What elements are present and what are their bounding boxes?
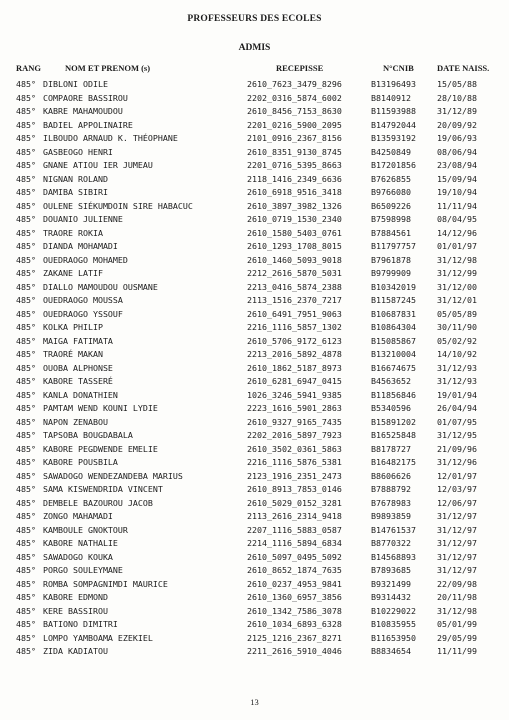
cnib-cell: B11797757	[371, 241, 416, 251]
receipt-cell: 2610_1360_6957_3856	[247, 592, 342, 602]
cnib-cell: B9314432	[371, 592, 411, 602]
name-cell: DIALLO MAMOUDOU OUSMANE	[43, 281, 158, 292]
receipt-cell: 2610_5706_9172_6123	[247, 335, 342, 346]
cnib-cell: B7888792	[371, 484, 411, 494]
receipt-cell: 2123_1916_2351_2473	[247, 470, 342, 481]
cnib-cell: B10687831	[371, 308, 416, 319]
birthdate-cell: 31/12/89	[437, 106, 477, 116]
name-cell: GASBEOGO HENRI	[43, 146, 113, 157]
cnib-cell: B11587245	[371, 295, 416, 305]
birthdate-cell: 31/12/93	[437, 376, 477, 386]
birthdate-cell: 31/12/96	[437, 457, 477, 467]
birthdate-cell: 26/04/94	[437, 403, 477, 413]
rank-cell: 485°	[16, 497, 36, 508]
rank-cell: 485°	[16, 160, 36, 170]
name-cell: SAMA KISWENDRIDA VINCENT	[43, 484, 163, 494]
name-cell: DAMIBA SIBIRI	[43, 187, 108, 197]
cnib-cell: B7884561	[371, 227, 411, 238]
receipt-cell: 2216_1116_5876_5381	[247, 457, 342, 467]
receipt-cell: 2202_2016_5897_7923	[247, 430, 342, 440]
name-cell: KAMBOULE GNOKTOUR	[43, 524, 128, 535]
cnib-cell: B14792044	[371, 119, 416, 130]
table-row	[0, 537, 509, 551]
cnib-cell: B9766080	[371, 187, 411, 197]
name-cell: OULENE SIÉKUMDOIN SIRE HABACUC	[43, 200, 193, 211]
name-cell: BATIONO DIMITRI	[43, 619, 118, 629]
cnib-cell: B9321499	[371, 578, 411, 589]
cnib-cell: B10835955	[371, 619, 416, 629]
table-row	[0, 105, 509, 119]
cnib-cell: B10864304	[371, 322, 416, 332]
birthdate-cell: 31/12/98	[437, 605, 477, 616]
rank-cell: 485°	[16, 619, 36, 629]
birthdate-cell: 20/11/98	[437, 592, 477, 602]
cnib-cell: B17201856	[371, 160, 416, 170]
cnib-cell: B8140912	[371, 92, 411, 103]
receipt-cell: 2610_7623_3479_8296	[247, 79, 342, 89]
rank-cell: 485°	[16, 551, 36, 562]
table-row	[0, 119, 509, 133]
cnib-cell: B13196493	[371, 79, 416, 89]
rank-cell: 485°	[16, 430, 36, 440]
receipt-cell: 2610_9327_9165_7435	[247, 416, 342, 427]
name-cell: OUEDRAOGO YSSOUF	[43, 308, 123, 319]
receipt-cell: 2610_8913_7853_0146	[247, 484, 342, 494]
table-row	[0, 578, 509, 592]
table-row	[0, 524, 509, 538]
rank-cell: 485°	[16, 308, 36, 319]
rank-cell: 485°	[16, 376, 36, 386]
rank-cell: 485°	[16, 416, 36, 427]
birthdate-cell: 19/06/93	[437, 133, 477, 143]
name-cell: KERE BASSIROU	[43, 605, 108, 616]
rank-cell: 485°	[16, 565, 36, 575]
birthdate-cell: 05/01/99	[437, 619, 477, 629]
receipt-cell: 2212_2616_5870_5031	[247, 268, 342, 278]
cnib-cell: B16482175	[371, 457, 416, 467]
birthdate-cell: 20/09/92	[437, 119, 477, 130]
name-cell: KANLA DONATHIEN	[43, 389, 118, 400]
birthdate-cell: 11/11/94	[437, 200, 477, 211]
name-cell: DEMBELE BAZOUROU JACOB	[43, 497, 153, 508]
table-row	[0, 470, 509, 484]
table-row	[0, 497, 509, 511]
receipt-cell: 2216_1116_5857_1302	[247, 322, 342, 332]
rank-cell: 485°	[16, 511, 36, 521]
birthdate-cell: 19/10/94	[437, 187, 477, 197]
cnib-cell: B7678983	[371, 497, 411, 508]
cnib-cell: B14761537	[371, 524, 416, 535]
table-row	[0, 92, 509, 106]
table-row	[0, 159, 509, 173]
rank-cell: 485°	[16, 106, 36, 116]
birthdate-cell: 05/05/89	[437, 308, 477, 319]
name-cell: DIANDA MOHAMADI	[43, 241, 118, 251]
table-row	[0, 483, 509, 497]
receipt-cell: 2610_8351_9130_8745	[247, 146, 342, 157]
birthdate-cell: 15/05/88	[437, 79, 477, 89]
table-row	[0, 632, 509, 646]
birthdate-cell: 22/09/98	[437, 578, 477, 589]
name-cell: ZONGO MAHAMADI	[43, 511, 113, 521]
receipt-cell: 2207_1116_5883_0587	[247, 524, 342, 535]
table-row	[0, 591, 509, 605]
cnib-cell: B8770322	[371, 538, 411, 548]
rank-cell: 485°	[16, 254, 36, 265]
cnib-cell: B7626855	[371, 173, 411, 184]
column-header-nom: NOM ET PRENOM (s)	[65, 63, 151, 73]
rank-cell: 485°	[16, 214, 36, 224]
receipt-cell: 2610_6491_7951_9063	[247, 308, 342, 319]
rank-cell: 485°	[16, 227, 36, 238]
birthdate-cell: 31/12/97	[437, 551, 477, 562]
table-row	[0, 348, 509, 362]
receipt-cell: 2201_0216_5900_2095	[247, 119, 342, 130]
table-row	[0, 308, 509, 322]
name-cell: TRAORE ROKIA	[43, 227, 103, 238]
rank-cell: 485°	[16, 457, 36, 467]
rank-cell: 485°	[16, 295, 36, 305]
birthdate-cell: 31/12/95	[437, 430, 477, 440]
name-cell: DOUANIO JULIENNE	[43, 214, 123, 224]
rank-cell: 485°	[16, 92, 36, 103]
name-cell: ZIDA KADIATOU	[43, 646, 108, 656]
table-row	[0, 146, 509, 160]
birthdate-cell: 31/12/97	[437, 538, 477, 548]
receipt-cell: 2610_1580_5403_0761	[247, 227, 342, 238]
rank-cell: 485°	[16, 187, 36, 197]
cnib-cell: B4563652	[371, 376, 411, 386]
receipt-cell: 2214_1116_5894_6834	[247, 538, 342, 548]
name-cell: KABRE MAHAMOUDOU	[43, 106, 123, 116]
receipt-cell: 2118_1416_2349_6636	[247, 173, 342, 184]
table-row	[0, 510, 509, 524]
cnib-cell: B9893859	[371, 511, 411, 521]
rank-cell: 485°	[16, 403, 36, 413]
column-header-rang: RANG	[16, 63, 42, 73]
birthdate-cell: 30/11/90	[437, 322, 477, 332]
rank-cell: 485°	[16, 119, 36, 130]
table-row	[0, 605, 509, 619]
cnib-cell: B10342019	[371, 281, 416, 292]
name-cell: KABORE TASSERÉ	[43, 376, 113, 386]
table-row	[0, 173, 509, 187]
name-cell: LOMPO YAMBOAMA EZEKIEL	[43, 632, 153, 643]
table-row	[0, 456, 509, 470]
receipt-cell: 2610_0719_1530_2340	[247, 214, 342, 224]
cnib-cell: B6509226	[371, 200, 411, 211]
receipt-cell: 2113_1516_2370_7217	[247, 295, 342, 305]
receipt-cell: 2610_3502_0361_5863	[247, 443, 342, 454]
receipt-cell: 2610_1342_7586_3078	[247, 605, 342, 616]
cnib-cell: B15085867	[371, 335, 416, 346]
rank-cell: 485°	[16, 592, 36, 602]
birthdate-cell: 28/10/88	[437, 92, 477, 103]
birthdate-cell: 14/10/92	[437, 349, 477, 359]
cnib-cell: B13210004	[371, 349, 416, 359]
page-number: 13	[250, 697, 259, 707]
receipt-cell: 2610_1460_5093_9018	[247, 254, 342, 265]
cnib-cell: B16525848	[371, 430, 416, 440]
table-row	[0, 389, 509, 403]
birthdate-cell: 12/06/97	[437, 497, 477, 508]
table-row	[0, 78, 509, 92]
table-row	[0, 416, 509, 430]
birthdate-cell: 31/12/99	[437, 268, 477, 278]
birthdate-cell: 31/12/97	[437, 511, 477, 521]
birthdate-cell: 14/12/96	[437, 227, 477, 238]
results-table	[0, 78, 509, 659]
table-row	[0, 443, 509, 457]
table-row	[0, 362, 509, 376]
table-row	[0, 132, 509, 146]
receipt-cell: 2610_1293_1708_8015	[247, 241, 342, 251]
receipt-cell: 2610_0237_4953_9841	[247, 578, 342, 589]
cnib-cell: B13593192	[371, 133, 416, 143]
name-cell: KABORE PEGDWENDE EMELIE	[43, 443, 158, 454]
receipt-cell: 2610_1034_6893_6328	[247, 619, 342, 629]
cnib-cell: B4250849	[371, 146, 411, 157]
cnib-cell: B5340596	[371, 403, 411, 413]
name-cell: SAWADOGO WENDEZANDEBA MARIUS	[43, 470, 183, 481]
name-cell: MAIGA FATIMATA	[43, 335, 113, 346]
table-row	[0, 321, 509, 335]
receipt-cell: 2610_3897_3982_1326	[247, 200, 342, 211]
cnib-cell: B16674675	[371, 362, 416, 373]
table-row	[0, 200, 509, 214]
rank-cell: 485°	[16, 524, 36, 535]
birthdate-cell: 29/05/99	[437, 632, 477, 643]
name-cell: BADIEL APPOLINAIRE	[43, 119, 133, 130]
birthdate-cell: 11/11/99	[437, 646, 477, 656]
name-cell: OUOBA ALPHONSE	[43, 362, 113, 373]
name-cell: ROMBA SOMPAGNIMDI MAURICE	[43, 578, 168, 589]
birthdate-cell: 31/12/98	[437, 254, 477, 265]
rank-cell: 485°	[16, 268, 36, 278]
cnib-cell: B11593988	[371, 106, 416, 116]
cnib-cell: B11856846	[371, 389, 416, 400]
receipt-cell: 2211_2616_5910_4046	[247, 646, 342, 656]
rank-cell: 485°	[16, 538, 36, 548]
rank-cell: 485°	[16, 389, 36, 400]
table-row	[0, 240, 509, 254]
receipt-cell: 2610_8652_1874_7635	[247, 565, 342, 575]
birthdate-cell: 12/01/97	[437, 470, 477, 481]
birthdate-cell: 21/09/96	[437, 443, 477, 454]
rank-cell: 485°	[16, 335, 36, 346]
table-row	[0, 281, 509, 295]
rank-cell: 485°	[16, 349, 36, 359]
rank-cell: 485°	[16, 322, 36, 332]
name-cell: PORGO SOULEYMANE	[43, 565, 123, 575]
cnib-cell: B7598998	[371, 214, 411, 224]
rank-cell: 485°	[16, 173, 36, 184]
document-title: PROFESSEURS DES ECOLES	[187, 14, 322, 24]
cnib-cell: B10229022	[371, 605, 416, 616]
name-cell: KOLKA PHILIP	[43, 322, 103, 332]
birthdate-cell: 08/04/95	[437, 214, 477, 224]
rank-cell: 485°	[16, 470, 36, 481]
name-cell: KABORE EDMOND	[43, 592, 108, 602]
receipt-cell: 2113_2616_2314_9418	[247, 511, 342, 521]
rank-cell: 485°	[16, 146, 36, 157]
name-cell: SAWADOGO KOUKA	[43, 551, 113, 562]
table-row	[0, 294, 509, 308]
rank-cell: 485°	[16, 79, 36, 89]
rank-cell: 485°	[16, 646, 36, 656]
name-cell: OUEDRAOGO MOUSSA	[43, 295, 123, 305]
receipt-cell: 2610_1862_5187_8973	[247, 362, 342, 373]
table-row	[0, 402, 509, 416]
table-row	[0, 429, 509, 443]
birthdate-cell: 05/02/92	[437, 335, 477, 346]
name-cell: NAPON ZENABOU	[43, 416, 108, 427]
birthdate-cell: 08/06/94	[437, 146, 477, 157]
receipt-cell: 2202_0316_5874_6002	[247, 92, 342, 103]
name-cell: ZAKANE LATIF	[43, 268, 103, 278]
cnib-cell: B9799909	[371, 268, 411, 278]
birthdate-cell: 12/03/97	[437, 484, 477, 494]
column-header-cnib: N°CNIB	[383, 63, 414, 73]
name-cell: TAPSOBA BOUGDABALA	[43, 430, 133, 440]
birthdate-cell: 31/12/93	[437, 362, 477, 373]
birthdate-cell: 19/01/94	[437, 389, 477, 400]
column-header-date: DATE NAISS.	[437, 63, 490, 73]
receipt-cell: 2610_5097_0495_5092	[247, 551, 342, 562]
name-cell: GNANE ATIOU IER JUMEAU	[43, 160, 153, 170]
birthdate-cell: 31/12/01	[437, 295, 477, 305]
rank-cell: 485°	[16, 605, 36, 616]
column-header-recepisse: RECEPISSE	[276, 63, 324, 73]
name-cell: KABORE POUSBILA	[43, 457, 118, 467]
cnib-cell: B8834654	[371, 646, 411, 656]
table-row	[0, 213, 509, 227]
table-row	[0, 618, 509, 632]
table-row	[0, 254, 509, 268]
receipt-cell: 2213_2016_5892_4878	[247, 349, 342, 359]
table-row	[0, 551, 509, 565]
receipt-cell: 2101_0916_2367_8156	[247, 133, 342, 143]
name-cell: ILBOUDO ARNAUD K. THÉOPHANE	[43, 133, 178, 143]
cnib-cell: B8178727	[371, 443, 411, 454]
name-cell: KABORE NATHALIE	[43, 538, 118, 548]
rank-cell: 485°	[16, 443, 36, 454]
rank-cell: 485°	[16, 632, 36, 643]
receipt-cell: 1026_3246_5941_9385	[247, 389, 342, 400]
receipt-cell: 2201_0716_5395_8663	[247, 160, 342, 170]
document-subtitle: ADMIS	[238, 43, 271, 53]
table-row	[0, 375, 509, 389]
rank-cell: 485°	[16, 200, 36, 211]
receipt-cell: 2610_8456_7153_8630	[247, 106, 342, 116]
table-row	[0, 186, 509, 200]
cnib-cell: B8606626	[371, 470, 411, 481]
rank-cell: 485°	[16, 241, 36, 251]
table-row	[0, 335, 509, 349]
name-cell: TRAORÉ MAKAN	[43, 349, 103, 359]
birthdate-cell: 23/08/94	[437, 160, 477, 170]
receipt-cell: 2610_6281_6947_0415	[247, 376, 342, 386]
rank-cell: 485°	[16, 484, 36, 494]
birthdate-cell: 15/09/94	[437, 173, 477, 184]
name-cell: NIGNAN ROLAND	[43, 173, 108, 184]
receipt-cell: 2610_5029_0152_3281	[247, 497, 342, 508]
name-cell: OUEDRAOGO MOHAMED	[43, 254, 128, 265]
table-row	[0, 564, 509, 578]
birthdate-cell: 31/12/97	[437, 524, 477, 535]
birthdate-cell: 31/12/97	[437, 565, 477, 575]
cnib-cell: B7961878	[371, 254, 411, 265]
cnib-cell: B14568893	[371, 551, 416, 562]
receipt-cell: 2213_0416_5874_2388	[247, 281, 342, 292]
receipt-cell: 2610_6918_9516_3418	[247, 187, 342, 197]
birthdate-cell: 01/07/95	[437, 416, 477, 427]
birthdate-cell: 31/12/00	[437, 281, 477, 292]
receipt-cell: 2125_1216_2367_8271	[247, 632, 342, 643]
name-cell: PAMTAM WEND KOUNI LYDIE	[43, 403, 158, 413]
rank-cell: 485°	[16, 133, 36, 143]
name-cell: DIBLONI ODILE	[43, 79, 108, 89]
rank-cell: 485°	[16, 578, 36, 589]
rank-cell: 485°	[16, 281, 36, 292]
table-row	[0, 227, 509, 241]
cnib-cell: B15891202	[371, 416, 416, 427]
table-row	[0, 267, 509, 281]
rank-cell: 485°	[16, 362, 36, 373]
name-cell: COMPAORE BASSIROU	[43, 92, 128, 103]
receipt-cell: 2223_1616_5901_2863	[247, 403, 342, 413]
cnib-cell: B11653950	[371, 632, 416, 643]
table-row	[0, 645, 509, 659]
cnib-cell: B7893685	[371, 565, 411, 575]
birthdate-cell: 01/01/97	[437, 241, 477, 251]
